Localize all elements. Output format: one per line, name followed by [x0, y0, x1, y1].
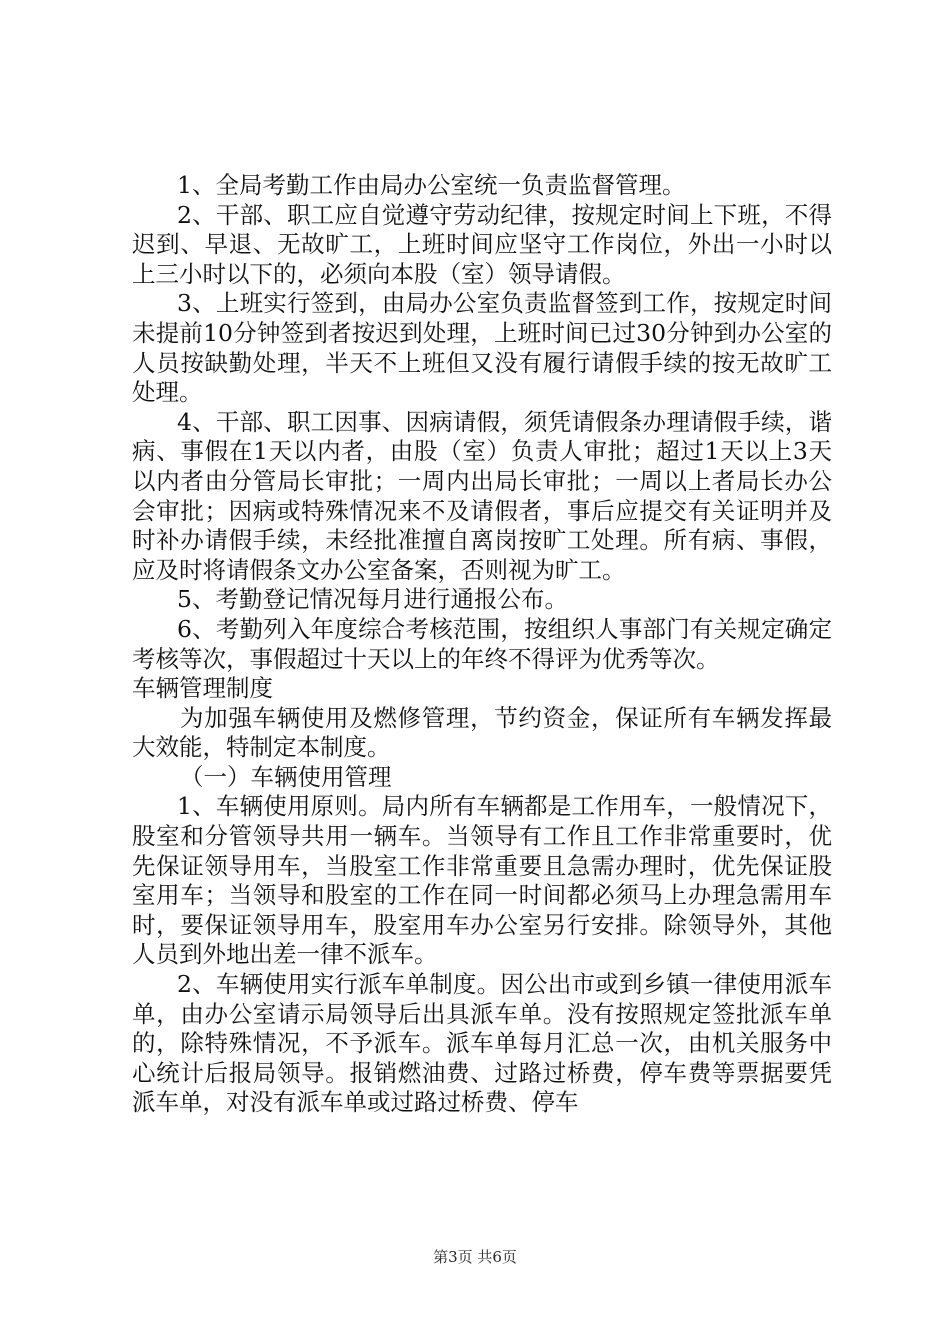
attendance-item-5: 5、考勤登记情况每月进行通报公布。: [177, 585, 568, 614]
vehicle-item-2: 2、车辆使用实行派车单制度。因公出市或到乡镇一律使用派车单，由办公室请示局领导后出具派车单。没有按照规定签批派车单的，除特殊情况，不予派车。派车单每月汇总一次，由机关服务中心统计后报局领导。报销燃油费、过路过桥费，停车费等票据要凭派车单，对没有派车单或过路过桥费、停车: [132, 970, 832, 1117]
attendance-item-4: 4、干部、职工因事、因病请假，须凭请假条办理请假手续，谐病、事假在1天以内者，由股（室）负责人审批；超过1天以上3天以内者由分管局长审批；一周内出局长审批；一周以上者局长办公会审批；因病或特殊情况来不及请假者，事后应提交有关证明并及时补办请假手续，未经批准擅自离岗按旷工处理。所有病、事假，应及时将请假条文办公室备案，否则视为旷工。: [132, 407, 832, 584]
page-footer: 第3页 共6页: [433, 1248, 517, 1266]
section-title: 车辆管理制度: [132, 674, 273, 703]
section-intro: 为加强车辆使用及燃修管理，节约资金，保证所有车辆发挥最大效能，特制定本制度。: [132, 703, 832, 762]
vehicle-item-1: 1、车辆使用原则。局内所有车辆都是工作用车，一般情况下，股室和分管领导共用一辆车。当领导有工作且工作非常重要时，优先保证领导用车，当股室工作非常重要且急需办理时，优先保证股室用车；当领导和股室的工作在同一时间都必须马上办理急需用车时，要保证领导用车，股室用车办公室另行安排。除领导外，其他人员到外地出差一律不派车。: [132, 792, 832, 969]
subsection-title: （一）车辆使用管理: [180, 762, 392, 791]
attendance-item-2: 2、干部、职工应自觉遵守劳动纪律，按规定时间上下班，不得迟到、早退、无故旷工，上班时间应坚守工作岗位，外出一小时以上三小时以下的，必须向本股（室）领导请假。: [132, 200, 832, 288]
attendance-item-3: 3、上班实行签到，由局办公室负责监督签到工作，按规定时间未提前10分钟签到者按迟到处理，上班时间已过30分钟到办公室的人员按缺勤处理，半天不上班但又没有履行请假手续的按无故旷工处理。: [132, 289, 832, 407]
attendance-item-1: 1、全局考勤工作由局办公室统一负责监督管理。: [177, 171, 686, 199]
attendance-item-6: 6、考勤列入年度综合考核范围，按组织人事部门有关规定确定考核等次，事假超过十天以上的年终不得评为优秀等次。: [132, 614, 832, 673]
document-body: [132, 171, 832, 1118]
